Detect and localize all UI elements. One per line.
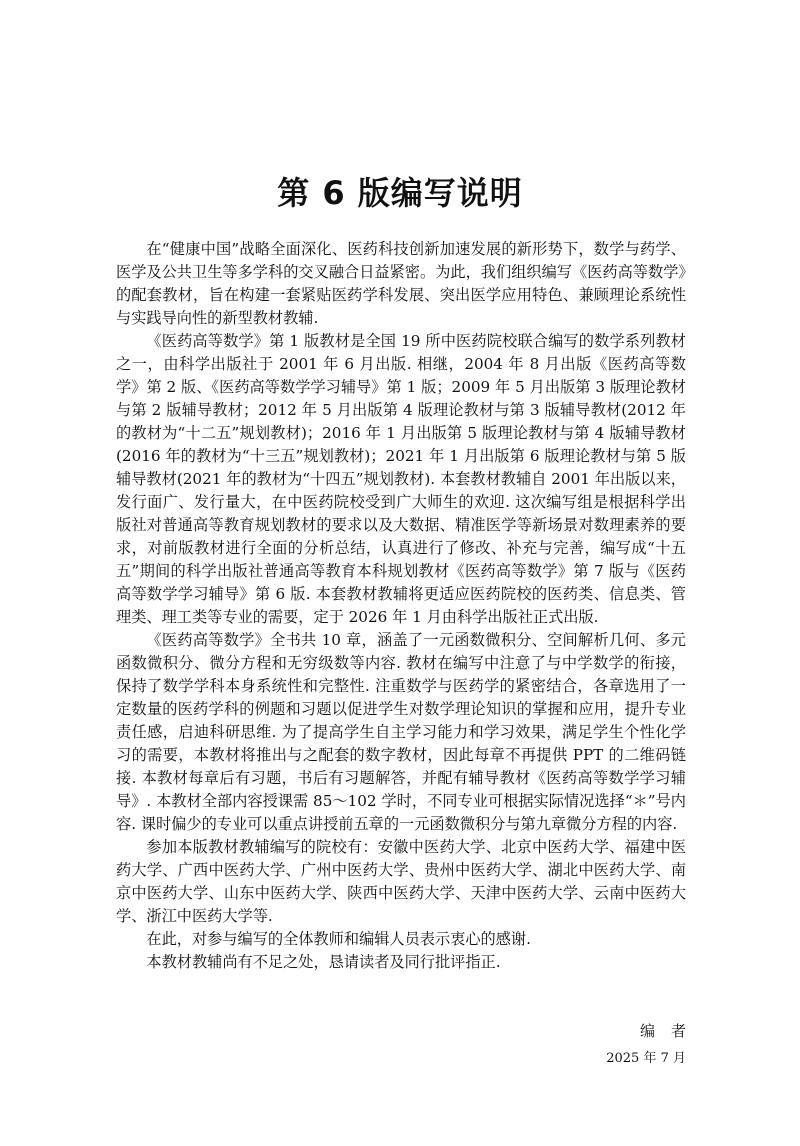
- signature-date: 2025 年 7 月: [606, 1051, 686, 1066]
- signature-author: 编者: [639, 1022, 702, 1040]
- paragraph-institutions: 参加本版教材教辅编写的院校有：安徽中医药大学、北京中医药大学、福建中医药大学、广西中医药大学、广州中医药大学、贵州中医药大学、湖北中医药大学、南京中医药大学、山东中医药大学、陕西中医药大学、天津中医药大学、云南中医药大学、浙江中医药大学等.: [116, 838, 686, 925]
- preface-body: [116, 238, 686, 974]
- paragraph-content: 《医药高等数学》全书共 10 章，涵盖了一元函数微积分、空间解析几何、多元函数微积分、微分方程和无穷级数等内容. 教材在编写中注意了与中学数学的衔接，保持了数学学科本身系统性和完整性. 注重数学与医药学的紧密结合，各章选用了一定数量的医药学科的例题和习题以促进学生对数学理论知识的掌握和应用，提升专业责任感，启迪科研思维. 为了提高学生自主学习能力和学习效果，满足学生个性化学习的需要，本教材将推出与之配套的数字教材，因此每章不再提供 PPT 的二维码链接. 本教材每章后有习题，书后有习题解答，并配有辅导教材《医药高等数学学习辅导》. 本教材全部内容授课需 85～102 学时，不同专业可根据实际情况选择“＊”号内容. 课时偏少的专业可以重点讲授前五章的一元函数微积分与第九章微分方程的内容.: [116, 631, 686, 833]
- signature-block: [560, 1020, 702, 1066]
- paragraph-feedback: 本教材教辅尚有不足之处，恳请读者及同行批评指正.: [146, 953, 501, 971]
- paragraph-intro: 在“健康中国”战略全面深化、医药科技创新加速发展的新形势下，数学与药学、医学及公共卫生等多学科的交叉融合日益紧密。为此，我们组织编写《医药高等数学》的配套教材，旨在构建一套紧贴医药学科发展、突出医学应用特色、兼顾理论系统性与实践导向性的新型教材教辅.: [116, 240, 686, 327]
- paragraph-history: 《医药高等数学》第 1 版教材是全国 19 所中医药院校联合编写的数学系列教材之一，由科学出版社于 2001 年 6 月出版. 相继，2004 年 8 月出版《医药高等数学》第 2 版、《医药高等数学学习辅导》第 1 版；2009 年 5 月出版第 3 版理论教材与第 2 版辅导教材；2012 年 5 月出版第 4 版理论教材与第 3 版辅导教材(2012 年的教材为“十二五”规划教材)；2016 年 1 月出版第 5 版理论教材与第 4 版辅导教材(2016 年的教材为“十三五”规划教材)；2021 年 1 月出版第 6 版理论教材与第 5 版辅导教材(2021 年的教材为“十四五”规划教材). 本套教材教辅自 2001 年出版以来，发行面广、发行量大，在中医药院校受到广大师生的欢迎. 这次编写组是根据科学出版社对普通高等教育规划教材的要求以及大数据、精准医学等新场景对数理素养的要求，对前版教材进行全面的分析总结，认真进行了修改、补充与完善，编写成“十五五”期间的科学出版社普通高等教育本科规划教材《医药高等数学》第 7 版与《医药高等数学学习辅导》第 6 版. 本套教材教辅将更适应医药院校的医药类、信息类、管理类、理工类等专业的需要，定于 2026 年 1 月由科学出版社正式出版.: [116, 332, 686, 626]
- page-title: 第 6 版编写说明: [277, 174, 523, 212]
- paragraph-thanks: 在此，对参与编写的全体教师和编辑人员表示衷心的感谢.: [146, 930, 531, 948]
